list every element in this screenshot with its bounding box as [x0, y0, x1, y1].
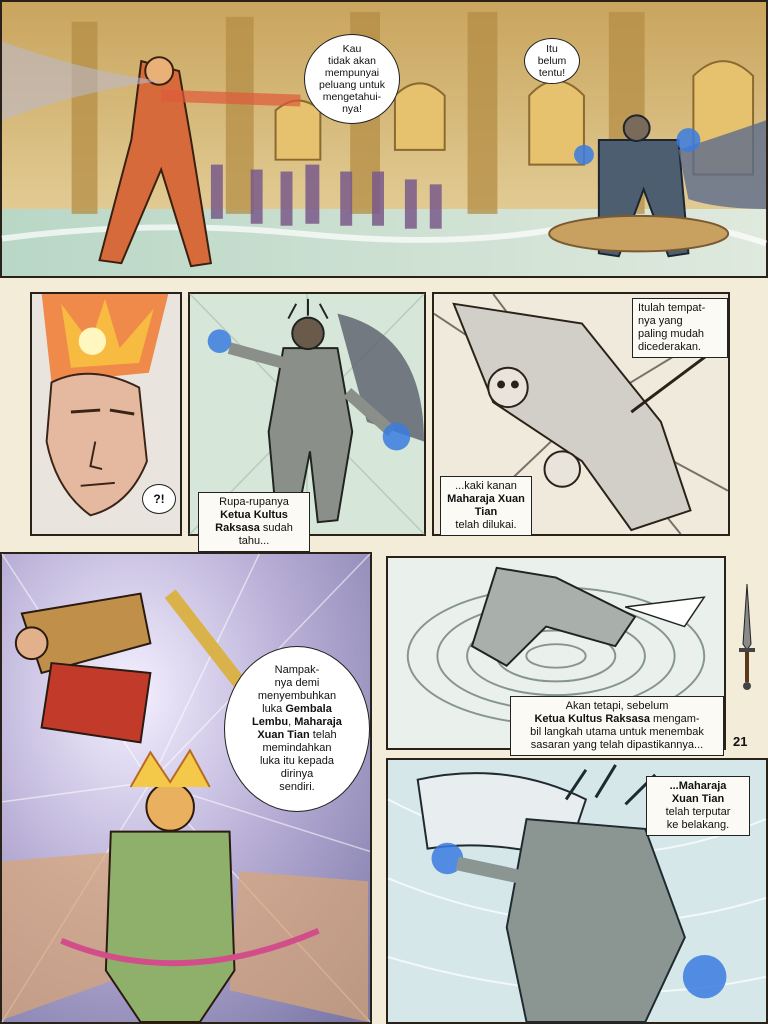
caption-text: ...kaki kanan: [455, 480, 517, 492]
caption-text: Akan tetapi, sebelum: [565, 700, 669, 712]
caption-text: Itulah tempat- nya yang paling mudah dicederakan.: [638, 302, 706, 353]
speech-bold-text-2: Maharaja Xuan Tian: [257, 716, 342, 741]
panel-5-transfer-scene: [0, 552, 372, 1024]
speech-bubble-hero: [524, 38, 580, 84]
caption-bold-text: Maharaja Xuan Tian: [447, 493, 525, 518]
caption-box: [510, 696, 724, 756]
speech-text: Nampak- nya demi menyembuhkan luka: [257, 664, 337, 715]
panel-6-swirl: [386, 556, 726, 750]
caption-text-end: telah dilukai.: [455, 519, 517, 531]
caption-bold-text: ...Maharaja Xuan Tian: [669, 780, 727, 805]
speech-text-end: telah memindahkan luka itu kepada dirinya sendiri.: [259, 729, 337, 793]
speech-bold-text: Gembala Lembu: [252, 703, 332, 728]
speech-bubble-villain: [304, 34, 400, 124]
caption-box-bottom: [440, 476, 532, 536]
caption-box: [198, 492, 310, 552]
page-number: 21: [733, 734, 748, 749]
caption-box: [646, 776, 750, 836]
caption-box-top: [632, 298, 728, 358]
panel-1-hall-scene: [0, 0, 768, 278]
speech-text: Itu belum tentu!: [537, 43, 567, 79]
caption-text: Rupa-rupanya: [219, 496, 289, 508]
panel-2-face-closeup: [30, 292, 182, 536]
speech-text: Kau tidak akan mempunyai peluang untuk mengetahui- nya!: [319, 43, 385, 115]
caption-text-end: sudah tahu...: [238, 522, 293, 547]
speech-text-sep: ,: [288, 716, 295, 728]
caption-bold-text: Ketua Kultus Raksasa: [534, 713, 650, 725]
caption-text-end: mengam- bil langkah utama untuk menembak sasaran yang telah dipastikannya...: [530, 713, 704, 751]
sword-ornament-icon: [736, 584, 758, 694]
caption-text-end: telah terputar ke belakang.: [665, 806, 731, 831]
speech-text-group: [252, 664, 342, 794]
speech-bubble-surprise: [142, 484, 176, 514]
caption-bold-text: Ketua Kultus Raksasa: [215, 509, 288, 534]
panel-3-villain-stance: [188, 292, 426, 547]
speech-bubble-thought: [224, 646, 370, 812]
speech-text: ?!: [153, 492, 165, 506]
panel-7-rotation: [386, 758, 768, 1024]
panel-4-leg-closeup: [432, 292, 730, 536]
